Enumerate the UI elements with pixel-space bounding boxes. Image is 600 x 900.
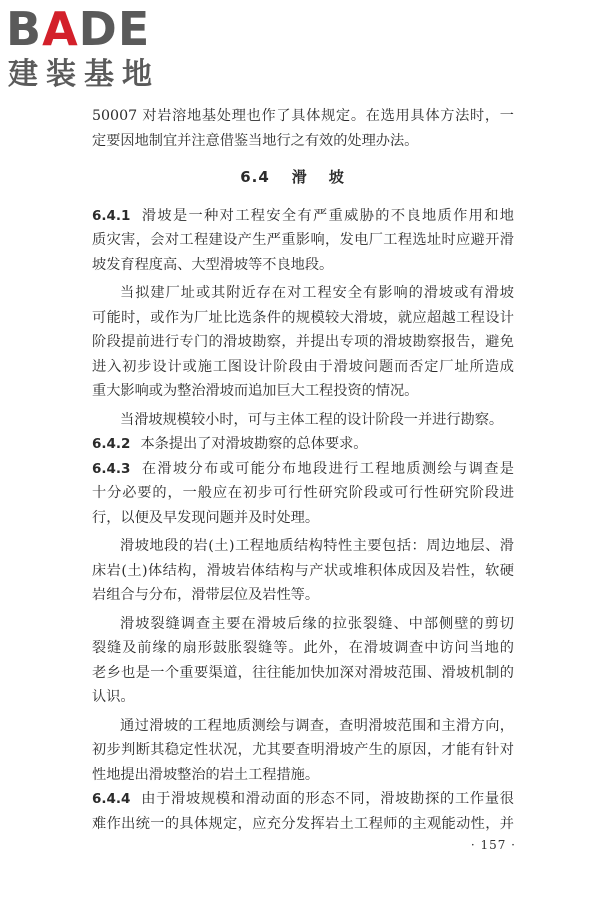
clause-6-4-2 — [92, 432, 514, 457]
text-line: 十分必要的，一般应在初步可行性研究阶段或可行性研究阶段进 — [92, 485, 514, 501]
text-line: 初步判断其稳定性状况，尤其要查明滑坡产生的原因，才能有针对 — [92, 742, 514, 758]
text-line: 性地提出滑坡整治的岩土工程措施。 — [92, 766, 320, 783]
text-line: 当滑坡规模较小时，可与主体工程的设计阶段一并进行勘察。 — [120, 411, 504, 428]
text-line: 通过滑坡的工程地质测绘与调查，查明滑坡范围和主滑方向， — [120, 717, 514, 734]
text-line: 坡发育程度高、大型滑坡等不良地段。 — [92, 256, 334, 273]
paragraph — [92, 714, 514, 788]
paragraph — [92, 408, 514, 433]
text-line: 由于滑坡规模和滑动面的形态不同，滑坡勘探的工作量很 — [140, 791, 514, 807]
text-line: 重大影响或为整治滑坡而追加巨大工程投资的情况。 — [92, 383, 419, 399]
paragraph — [92, 281, 514, 404]
clause-number: 6.4.1 — [92, 207, 131, 224]
text-line: 滑坡地段的岩(土)工程地质结构特性主要包括：周边地层、滑 — [120, 538, 514, 554]
clause-number: 6.4.3 — [92, 460, 131, 477]
section-number: 6.4 — [240, 168, 270, 186]
text-line: 可能时，或作为厂址比选条件的规模较大滑坡，就应超越工程设计 — [92, 309, 514, 326]
text-line: 滑坡裂缝调查主要在滑坡后缘的拉张裂缝、中部侧壁的剪切 — [120, 615, 514, 632]
logo-chinese-text: 建装基地 — [8, 57, 160, 92]
text-line: 认识。 — [92, 689, 135, 705]
text-line: 定要因地制宜并注意借鉴当地行之有效的处理办法。 — [92, 132, 419, 149]
intro-paragraph — [92, 104, 514, 153]
clause-6-4-3 — [92, 457, 514, 531]
text-line: 滑坡是一种对工程安全有严重威胁的不良地质作用和地 — [140, 207, 514, 224]
section-title: 滑坡 — [291, 168, 366, 186]
clause-number: 6.4.2 — [92, 436, 131, 452]
text-line: 在滑坡分布或可能分布地段进行工程地质测绘与调查是 — [140, 460, 514, 477]
text-line: 阶段提前进行专门的滑坡勘察，并提出专项的滑坡勘察报告，避免 — [92, 334, 514, 350]
text-line: 行，以便及早发现问题并及时处理。 — [92, 509, 320, 526]
paragraph — [92, 612, 514, 710]
text-line: 50007 对岩溶地基处理也作了具体规定。在选用具体方法时，一 — [92, 108, 514, 124]
text-line: 岩组合与分布，滑带层位及岩性等。 — [92, 587, 320, 603]
text-line: 裂缝及前缘的扇形鼓胀裂缝等。此外，在滑坡调查中访问当地的 — [92, 640, 514, 656]
document-page — [92, 104, 514, 836]
text-line: 老乡也是一个重要渠道，往往能加快加深对滑坡范围、滑坡机制的 — [92, 664, 514, 681]
text-line: 本条提出了对滑坡勘察的总体要求。 — [140, 436, 368, 452]
clause-6-4-4 — [92, 787, 514, 836]
clause-6-4-1 — [92, 204, 514, 278]
section-heading — [92, 165, 514, 190]
logo-wordmark: BADE — [6, 2, 151, 56]
text-line: 质灾害，会对工程建设产生严重影响，发电厂工程选址时应避开滑 — [92, 232, 514, 248]
text-line: 进入初步设计或施工图设计阶段由于滑坡问题而否定厂址所造成 — [92, 358, 514, 375]
text-line: 床岩(土)体结构，滑坡岩体结构与产状或堆积体成因及岩性，软硬 — [92, 562, 514, 579]
text-line: 当拟建厂址或其附近存在对工程安全有影响的滑坡或有滑坡 — [120, 285, 514, 301]
logo-accent-letter: A — [42, 2, 79, 56]
clause-number: 6.4.4 — [92, 791, 131, 807]
page-number: · 157 · — [470, 838, 516, 852]
bade-logo — [6, 4, 181, 96]
text-line: 难作出统一的具体规定，应充分发挥岩土工程师的主观能动性，并 — [92, 815, 514, 832]
paragraph — [92, 534, 514, 608]
